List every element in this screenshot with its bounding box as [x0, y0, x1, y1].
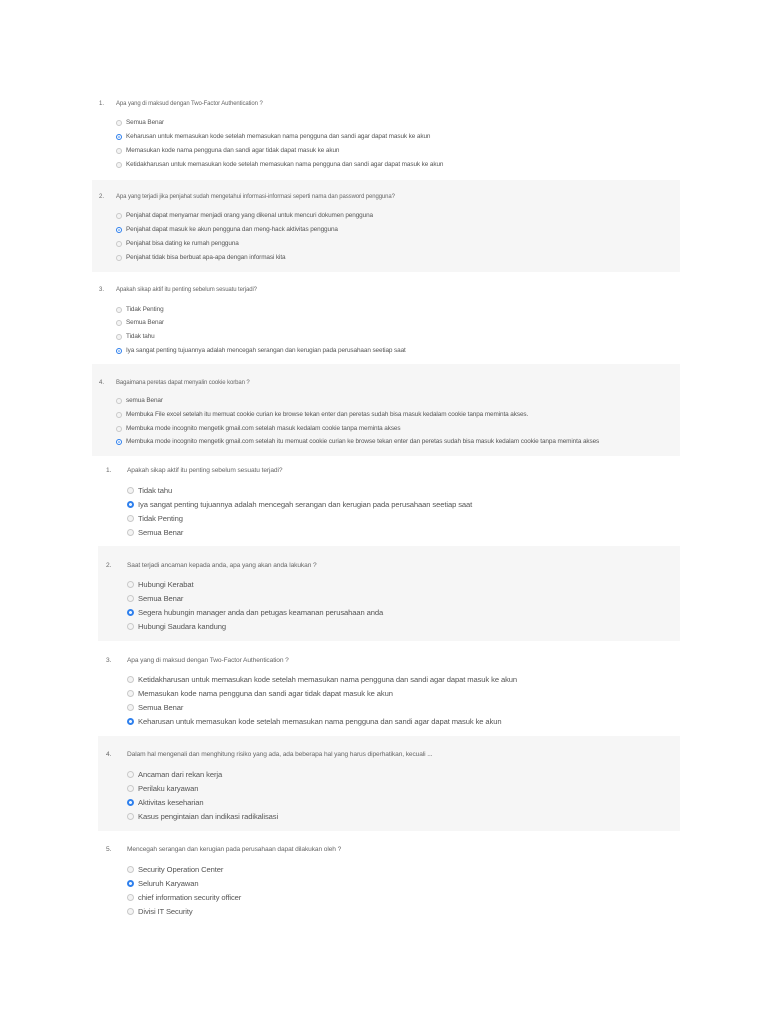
question-number: 3. — [106, 657, 112, 664]
answer-option-label: Ancaman dari rekan kerja — [138, 770, 223, 779]
radio-empty-icon[interactable] — [127, 515, 134, 522]
question-number: 1. — [106, 467, 112, 474]
answer-option-label: Semua Benar — [138, 703, 184, 712]
radio-empty-icon[interactable] — [116, 213, 122, 219]
question-text: Bagaimana peretas dapat menyalin cookie korban ? — [116, 380, 250, 386]
radio-selected-icon[interactable] — [116, 134, 122, 140]
answer-option-label: Penjahat dapat menyamar menjadi orang yang dikenal untuk mencuri dokumen pengguna — [126, 212, 373, 219]
answer-option[interactable] — [116, 133, 430, 140]
radio-empty-icon[interactable] — [127, 894, 134, 901]
question-number: 2. — [106, 562, 112, 569]
radio-empty-icon[interactable] — [127, 581, 134, 588]
answer-option[interactable] — [127, 879, 198, 888]
radio-empty-icon[interactable] — [127, 690, 134, 697]
answer-option-label: Iya sangat penting tujuannya adalah mencegah serangan dan kerugian pada perusahaan seetiap saat — [126, 347, 406, 354]
answer-option[interactable] — [116, 254, 286, 261]
radio-empty-icon[interactable] — [127, 813, 134, 820]
answer-option[interactable] — [127, 486, 172, 495]
answer-option-label: Membuka File excel setelah itu memuat cookie curian ke browse tekan enter dan peretas sudah bisa masuk kedalam cookie tanpa meminta akses. — [126, 411, 529, 418]
answer-option[interactable] — [116, 306, 164, 313]
radio-empty-icon[interactable] — [127, 866, 134, 873]
answer-option-label: Semua Benar — [138, 594, 184, 603]
answer-option-label: Semua Benar — [126, 119, 164, 126]
answer-option-label: Segera hubungin manager anda dan petugas keamanan perusahaan anda — [138, 608, 384, 617]
question-number: 2. — [99, 194, 105, 200]
answer-option-label: Hubungi Kerabat — [138, 580, 194, 589]
answer-option-label: Memasukan kode nama pengguna dan sandi agar tidak dapat masuk ke akun — [138, 689, 393, 698]
answer-option[interactable] — [116, 333, 155, 340]
question-text: Saat terjadi ancaman kepada anda, apa yang akan anda lakukan ? — [127, 562, 317, 569]
answer-option[interactable] — [127, 907, 193, 916]
radio-empty-icon[interactable] — [116, 162, 122, 168]
question-text: Apa yang terjadi jika penjahat sudah mengetahui informasi-informasi seperti nama dan password pengguna? — [116, 194, 395, 200]
answer-option[interactable] — [116, 161, 443, 168]
answer-option[interactable] — [116, 147, 339, 154]
answer-option[interactable] — [127, 893, 241, 902]
answer-option[interactable] — [127, 784, 198, 793]
radio-empty-icon[interactable] — [127, 908, 134, 915]
radio-empty-icon[interactable] — [127, 771, 134, 778]
radio-empty-icon[interactable] — [116, 120, 122, 126]
answer-option-label: Divisi IT Security — [138, 907, 193, 916]
question-text: Apakah sikap aktif itu penting sebelum sesuatu terjadi? — [127, 467, 283, 474]
answer-option-label: Memasukan kode nama pengguna dan sandi agar tidak dapat masuk ke akun — [126, 147, 340, 154]
answer-option[interactable] — [116, 425, 400, 432]
answer-option-label: chief information security officer — [138, 893, 242, 902]
question-number: 1. — [99, 101, 105, 107]
radio-empty-icon[interactable] — [127, 595, 134, 602]
answer-option-label: Tidak tahu — [126, 333, 155, 340]
answer-option[interactable] — [116, 411, 528, 418]
answer-option-label: Keharusan untuk memasukan kode setelah memasukan nama pengguna dan sandi agar dapat masuk ke akun — [138, 717, 502, 726]
answer-option[interactable] — [127, 812, 278, 821]
answer-option-label: Penjahat dapat masuk ke akun pengguna dan meng-hack aktivitas pengguna — [126, 226, 338, 233]
answer-option-label: semua Benar — [126, 397, 163, 404]
question-text: Mencegah serangan dan kerugian pada perusahaan dapat dilakukan oleh ? — [127, 846, 342, 853]
radio-empty-icon[interactable] — [127, 529, 134, 536]
radio-empty-icon[interactable] — [116, 320, 122, 326]
answer-option[interactable] — [116, 319, 164, 326]
radio-selected-icon[interactable] — [127, 799, 134, 806]
radio-empty-icon[interactable] — [116, 307, 122, 313]
answer-option-label: Tidak Penting — [126, 306, 164, 313]
answer-option[interactable] — [116, 119, 164, 126]
answer-option[interactable] — [127, 770, 222, 779]
answer-option-label: Semua Benar — [126, 319, 164, 326]
answer-option-label: Penjahat bisa dating ke rumah pengguna — [126, 240, 239, 247]
answer-option-label: Kasus pengintaian dan indikasi radikalisasi — [138, 812, 279, 821]
answer-option-label: Aktivitas keseharian — [138, 798, 204, 807]
question-number: 3. — [99, 287, 105, 293]
question-number: 4. — [99, 380, 105, 386]
answer-option-label: Membuka mode incognito mengetik gmail.com setelah masuk kedalam cookie tanpa meminta akses — [126, 425, 401, 432]
question-text: Apakah sikap aktif itu penting sebelum sesuatu terjadi? — [116, 287, 257, 293]
radio-empty-icon[interactable] — [116, 255, 122, 261]
answer-option[interactable] — [127, 865, 223, 874]
radio-selected-icon[interactable] — [116, 227, 122, 233]
radio-empty-icon[interactable] — [116, 241, 122, 247]
answer-option[interactable] — [127, 608, 383, 617]
answer-option[interactable] — [127, 689, 393, 698]
radio-selected-icon[interactable] — [127, 718, 134, 725]
answer-option-label: Keharusan untuk memasukan kode setelah memasukan nama pengguna dan sandi agar dapat masuk ke akun — [126, 133, 431, 140]
answer-option[interactable] — [116, 226, 338, 233]
question-text: Apa yang di maksud dengan Two-Factor Authentication ? — [127, 657, 289, 664]
answer-option-label: Seluruh Karyawan — [138, 879, 199, 888]
answer-option-label: Iya sangat penting tujuannya adalah mencegah serangan dan kerugian pada perusahaan seetiap saat — [138, 500, 473, 509]
answer-option-label: Hubungi Saudara kandung — [138, 622, 227, 631]
answer-option[interactable] — [127, 580, 194, 589]
answer-option[interactable] — [127, 798, 204, 807]
radio-empty-icon[interactable] — [127, 487, 134, 494]
radio-empty-icon[interactable] — [116, 334, 122, 340]
answer-option[interactable] — [116, 212, 373, 219]
radio-empty-icon[interactable] — [116, 398, 122, 404]
radio-selected-icon[interactable] — [127, 609, 134, 616]
answer-option-label: Ketidakharusan untuk memasukan kode setelah memasukan nama pengguna dan sandi agar dapat masuk ke akun — [126, 161, 444, 168]
radio-selected-icon[interactable] — [127, 880, 134, 887]
radio-empty-icon[interactable] — [127, 704, 134, 711]
answer-option[interactable] — [116, 240, 239, 247]
answer-option-label: Penjahat tidak bisa berbuat apa-apa dengan informasi kita — [126, 254, 286, 261]
answer-option-label: Semua Benar — [138, 528, 184, 537]
radio-empty-icon[interactable] — [116, 148, 122, 154]
answer-option-label: Tidak tahu — [138, 486, 173, 495]
radio-empty-icon[interactable] — [127, 785, 134, 792]
answer-option[interactable] — [116, 347, 406, 354]
answer-option-label: Tidak Penting — [138, 514, 183, 523]
radio-selected-icon[interactable] — [116, 439, 122, 445]
question-text: Apa yang di maksud dengan Two-Factor Authentication ? — [116, 101, 263, 107]
answer-option[interactable] — [127, 717, 501, 726]
radio-empty-icon[interactable] — [127, 623, 134, 630]
answer-option-label: Ketidakharusan untuk memasukan kode setelah memasukan nama pengguna dan sandi agar dapat masuk ke akun — [138, 675, 518, 684]
radio-empty-icon[interactable] — [116, 426, 122, 432]
answer-option[interactable] — [127, 514, 183, 523]
answer-option-label: Membuka mode incognito mengetik gmail.com setelah itu memuat cookie curian ke browse tekan enter dan peretas sudah bisa masuk kedalam cookie tanpa meminta akses — [126, 438, 600, 445]
answer-option[interactable] — [116, 438, 599, 445]
radio-empty-icon[interactable] — [127, 676, 134, 683]
question-text: Dalam hal mengenali dan menghitung risiko yang ada, ada beberapa hal yang harus diperhatikan, kecuali ... — [127, 751, 433, 758]
question-number: 4. — [106, 751, 112, 758]
answer-option[interactable] — [127, 528, 183, 537]
answer-option-label: Perilaku karyawan — [138, 784, 199, 793]
answer-option[interactable] — [127, 500, 472, 509]
answer-option[interactable] — [127, 675, 517, 684]
answer-option[interactable] — [116, 397, 163, 404]
radio-selected-icon[interactable] — [116, 348, 122, 354]
answer-option[interactable] — [127, 703, 183, 712]
radio-empty-icon[interactable] — [116, 412, 122, 418]
question-number: 5. — [106, 846, 112, 853]
answer-option[interactable] — [127, 594, 183, 603]
radio-selected-icon[interactable] — [127, 501, 134, 508]
answer-option[interactable] — [127, 622, 226, 631]
answer-option-label: Security Operation Center — [138, 865, 224, 874]
